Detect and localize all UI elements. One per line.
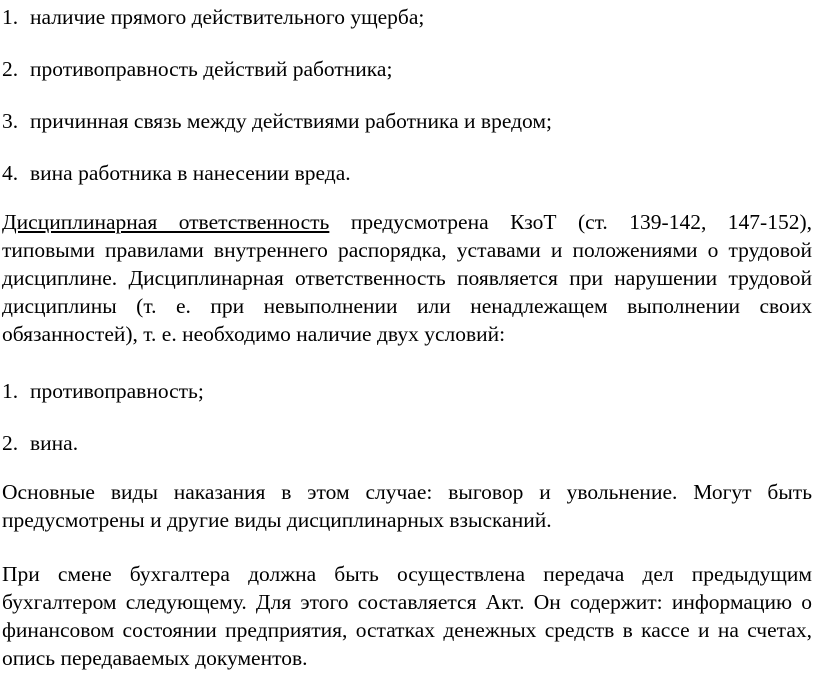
- paragraph-text: предусмотрена КзоТ (ст. 139-142, 147-152), типовыми правилами внутреннего распорядка, уставами и положениями о трудовой дисциплине. Дисциплинарная ответственность появляется при нарушении трудовой дисциплины (т. е. при невыполнении или ненадлежащем выполнении своих обязанностей), т. е. необходимо наличие двух условий:: [2, 210, 813, 346]
- list-number: 1.: [2, 379, 19, 403]
- list-item: [2, 54, 392, 84]
- list-number: 2.: [2, 57, 19, 81]
- list-text: причинная связь между действиями работника и вредом;: [30, 109, 552, 133]
- paragraph-penalties: Основные виды наказания в этом случае: выговор и увольнение. Могут быть предусмотрены и другие виды дисциплинарных взысканий.: [2, 480, 812, 532]
- paragraph-accountant: При смене бухгалтера должна быть осуществлена передача дел предыдущим бухгалтером следующему. Для этого составляется Акт. Он содержит: информацию о финансовом состоянии предприятия, остатках денежных средств в кассе и на счетах, опись передаваемых документов.: [2, 562, 812, 670]
- list-text: вина.: [30, 431, 79, 455]
- list-item: [2, 158, 351, 188]
- list-item: [2, 428, 78, 458]
- list-item: [2, 2, 424, 32]
- list-item: [2, 376, 204, 406]
- list-text: противоправность;: [30, 379, 204, 403]
- list-text: вина работника в нанесении вреда.: [30, 161, 351, 185]
- list-number: 1.: [2, 5, 19, 29]
- list-number: 2.: [2, 431, 19, 455]
- list-item: [2, 106, 552, 136]
- paragraph-discipline: [2, 208, 812, 348]
- list-number: 3.: [2, 109, 19, 133]
- list-number: 4.: [2, 161, 19, 185]
- list-text: наличие прямого действительного ущерба;: [30, 5, 425, 29]
- list-text: противоправность действий работника;: [30, 57, 393, 81]
- term-underlined: Дисциплинарная ответственность: [2, 210, 330, 234]
